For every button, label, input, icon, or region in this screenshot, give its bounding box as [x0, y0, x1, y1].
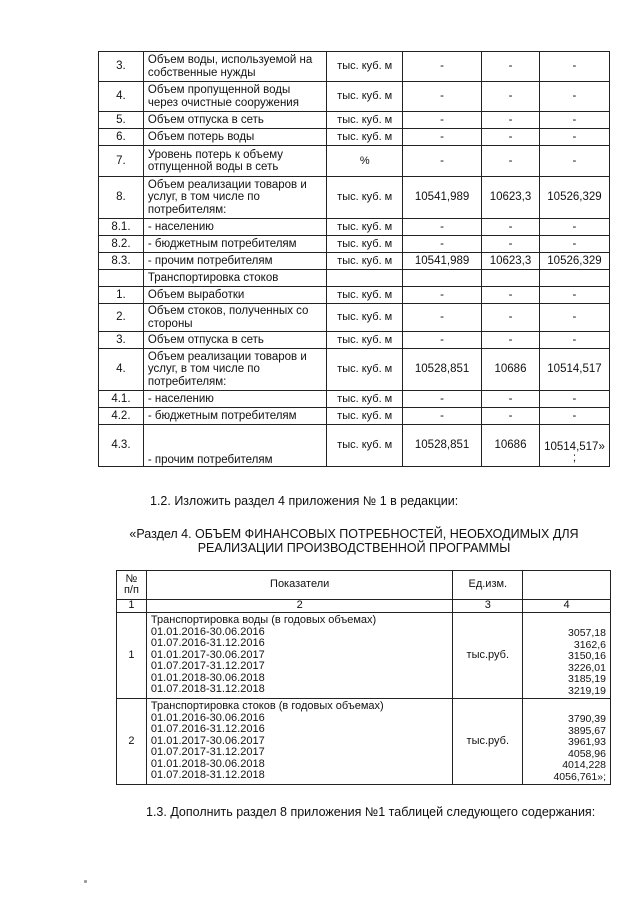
col-number: 1	[117, 600, 147, 613]
row-value-3: -	[539, 236, 609, 253]
table-row	[99, 349, 610, 391]
financial-needs-table	[116, 570, 611, 785]
period: 01.01.2016-30.06.2016	[150, 711, 265, 724]
row-number: 7.	[99, 146, 144, 177]
table-row	[99, 219, 610, 236]
row-indicator: Объем реализации товаров и услуг, в том числе по потребителям:	[143, 349, 326, 391]
row-number: 4.1.	[99, 391, 144, 408]
value: 3790,39	[568, 713, 606, 725]
row-unit: тыс. куб. м	[327, 52, 403, 82]
row-indicator: - бюджетным потребителям	[143, 236, 326, 253]
row-unit: тыс. куб. м	[327, 349, 403, 391]
row-unit: тыс. куб. м	[327, 304, 403, 332]
row-number: 8.2.	[99, 236, 144, 253]
row-number: 3.	[99, 332, 144, 349]
row-indicator: Объем пропущенной воды через очистные сооружения	[143, 82, 326, 112]
row-indicator: - прочим потребителям	[143, 253, 326, 270]
row-indicator: - населению	[143, 219, 326, 236]
row-indicator: Объем отпуска в сеть	[143, 332, 326, 349]
header-indicators: Показатели	[146, 571, 452, 600]
row-unit: тыс. куб. м	[327, 332, 403, 349]
table-row	[99, 332, 610, 349]
value: 3057,18	[568, 627, 606, 639]
row-value-3: 10526,329	[539, 253, 609, 270]
row-indicator: - прочим потребителям	[143, 425, 326, 467]
row-number: 8.3.	[99, 253, 144, 270]
row-value-2: 10686	[482, 349, 540, 391]
row-value-1: -	[403, 391, 482, 408]
row-number: 2.	[99, 304, 144, 332]
period: 01.07.2017-31.12.2017	[150, 660, 265, 672]
row-indicator: Транспортировка стоков	[143, 270, 326, 287]
row-unit: %	[327, 146, 403, 177]
row-indicator: Объем потерь воды	[143, 129, 326, 146]
row-value-1: 10541,989	[403, 177, 482, 219]
row-value-1: -	[403, 304, 482, 332]
row-number: 6.	[99, 129, 144, 146]
row-value-2: -	[482, 408, 540, 425]
period: 01.07.2017-31.12.2017	[150, 746, 265, 758]
row-indicator: Объем стоков, полученных со стороны	[143, 304, 326, 332]
scan-speck	[84, 880, 87, 883]
row-number	[99, 270, 144, 287]
row-value-1: -	[403, 112, 482, 129]
period: 01.01.2018-30.06.2018	[150, 671, 265, 684]
period: 01.01.2018-30.06.2018	[150, 757, 265, 770]
row-value-1: 10541,989	[403, 253, 482, 270]
row-indicator: Объем выработки	[143, 287, 326, 304]
row-value-2: -	[482, 52, 540, 82]
row-values	[523, 699, 611, 785]
row-indicator: Объем отпуска в сеть	[143, 112, 326, 129]
table-row	[99, 287, 610, 304]
value: 3226,01	[568, 661, 606, 674]
row-value-3: -	[539, 112, 609, 129]
row-number: 4.2.	[99, 408, 144, 425]
row-value-2: -	[482, 146, 540, 177]
table-row	[99, 146, 610, 177]
row-value-1: -	[403, 287, 482, 304]
production-program-table	[98, 51, 610, 467]
period: 01.07.2018-31.12.2018	[150, 769, 265, 781]
row-value-3: -	[539, 219, 609, 236]
value: 4056,761»;	[553, 770, 606, 783]
row-indicator: Уровень потерь к объему отпущенной воды в сеть	[143, 146, 326, 177]
table-row	[99, 236, 610, 253]
row-num: 1	[117, 613, 147, 699]
row-unit: тыс.руб.	[453, 699, 523, 785]
row-unit: тыс. куб. м	[327, 253, 403, 270]
header-value	[523, 571, 611, 600]
period: 01.01.2016-30.06.2016	[150, 625, 265, 638]
table-row	[99, 425, 610, 467]
row-title: Транспортировка воды (в годовых объемах)	[150, 614, 377, 626]
row-unit: тыс. куб. м	[327, 408, 403, 425]
table-row	[99, 408, 610, 425]
row-value-2: -	[482, 219, 540, 236]
row-value-3: -	[539, 52, 609, 82]
row-value-1: -	[403, 129, 482, 146]
row-value-1: -	[403, 82, 482, 112]
row-number: 4.	[99, 349, 144, 391]
row-unit: тыс.руб.	[453, 613, 523, 699]
row-unit: тыс. куб. м	[327, 287, 403, 304]
row-unit: тыс. куб. м	[327, 177, 403, 219]
header-num: № п/п	[117, 571, 147, 600]
row-number: 8.1.	[99, 219, 144, 236]
value: 3150,16	[568, 650, 606, 662]
row-value-2: -	[482, 304, 540, 332]
row-value-3: 10514,517» ;	[539, 425, 609, 467]
table-row	[99, 112, 610, 129]
period: 01.07.2018-31.12.2018	[150, 683, 265, 695]
row-value-3: -	[539, 129, 609, 146]
row-value-1: -	[403, 146, 482, 177]
col-number: 3	[453, 600, 523, 613]
value: 4058,96	[568, 747, 606, 760]
period: 01.01.2017-30.06.2017	[150, 648, 265, 661]
row-value-2: -	[482, 129, 540, 146]
value: 3961,93	[568, 736, 606, 748]
row-number: 8.	[99, 177, 144, 219]
table-row	[117, 613, 611, 699]
table-row	[99, 177, 610, 219]
paragraph-1-2: 1.2. Изложить раздел 4 приложения № 1 в редакции:	[150, 494, 459, 508]
period: 01.07.2016-31.12.2016	[150, 723, 265, 735]
period: 01.01.2017-30.06.2017	[150, 734, 265, 747]
row-indicator: Объем реализации товаров и услуг, в том числе по потребителям:	[143, 177, 326, 219]
table-row	[99, 253, 610, 270]
row-periods	[146, 613, 452, 699]
row-unit: тыс. куб. м	[327, 112, 403, 129]
row-unit: тыс. куб. м	[327, 129, 403, 146]
value: 4014,228	[562, 759, 606, 771]
row-unit: тыс. куб. м	[327, 236, 403, 253]
row-number: 4.3.	[99, 425, 144, 467]
row-num: 2	[117, 699, 147, 785]
row-value-3: -	[539, 408, 609, 425]
row-value-1: 10528,851	[403, 349, 482, 391]
row-value-2: 10623,3	[482, 253, 540, 270]
col-number: 2	[146, 600, 452, 613]
row-value-1: -	[403, 332, 482, 349]
row-value-2: -	[482, 236, 540, 253]
row-value-1: -	[403, 408, 482, 425]
row-value-3: -	[539, 146, 609, 177]
row-indicator: - населению	[143, 391, 326, 408]
row-indicator: - бюджетным потребителям	[143, 408, 326, 425]
row-value-3	[539, 270, 609, 287]
row-value-2	[482, 270, 540, 287]
row-values	[523, 613, 611, 699]
row-value-3: -	[539, 287, 609, 304]
row-title: Транспортировка стоков (в годовых объемах)	[150, 700, 384, 712]
row-value-2: -	[482, 112, 540, 129]
row-value-2: -	[482, 82, 540, 112]
row-value-2: -	[482, 391, 540, 408]
row-number: 3.	[99, 52, 144, 82]
row-number: 4.	[99, 82, 144, 112]
value: 3185,19	[568, 673, 606, 685]
table-row	[99, 82, 610, 112]
row-value-3: -	[539, 304, 609, 332]
row-number: 1.	[99, 287, 144, 304]
row-number: 5.	[99, 112, 144, 129]
col-number: 4	[523, 600, 611, 613]
value: 3162,6	[573, 638, 606, 651]
row-value-1: -	[403, 219, 482, 236]
row-unit: тыс. куб. м	[327, 219, 403, 236]
row-unit	[327, 270, 403, 287]
table-row	[99, 52, 610, 82]
value: 3895,67	[568, 724, 606, 737]
row-value-3: -	[539, 332, 609, 349]
row-value-1: -	[403, 236, 482, 253]
row-unit: тыс. куб. м	[327, 82, 403, 112]
row-value-1	[403, 270, 482, 287]
row-indicator: Объем воды, используемой на собственные нужды	[143, 52, 326, 82]
row-value-2: 10686	[482, 425, 540, 467]
row-value-2: -	[482, 287, 540, 304]
row-unit: тыс. куб. м	[327, 425, 403, 467]
row-unit: тыс. куб. м	[327, 391, 403, 408]
row-value-3: -	[539, 391, 609, 408]
row-value-2: -	[482, 332, 540, 349]
row-periods	[146, 699, 452, 785]
row-value-1: -	[403, 52, 482, 82]
row-value-3: 10514,517	[539, 349, 609, 391]
table-row	[99, 129, 610, 146]
header-unit: Ед.изм.	[453, 571, 523, 600]
value: 3219,19	[568, 684, 606, 697]
table-row	[99, 304, 610, 332]
table-row	[117, 699, 611, 785]
period: 01.07.2016-31.12.2016	[150, 637, 265, 649]
row-value-1: 10528,851	[403, 425, 482, 467]
row-value-3: -	[539, 82, 609, 112]
table-row	[99, 391, 610, 408]
row-value-3: 10526,329	[539, 177, 609, 219]
paragraph-1-3: 1.3. Дополнить раздел 8 приложения №1 таблицей следующего содержания:	[146, 805, 596, 819]
row-value-2: 10623,3	[482, 177, 540, 219]
section-4-heading: «Раздел 4. ОБЪЕМ ФИНАНСОВЫХ ПОТРЕБНОСТЕЙ, НЕОБХОДИМЫХ ДЛЯ РЕАЛИЗАЦИИ ПРОИЗВОДСТВЕННОЙ ПРОГРАММЫ	[129, 527, 579, 555]
table-row	[99, 270, 610, 287]
